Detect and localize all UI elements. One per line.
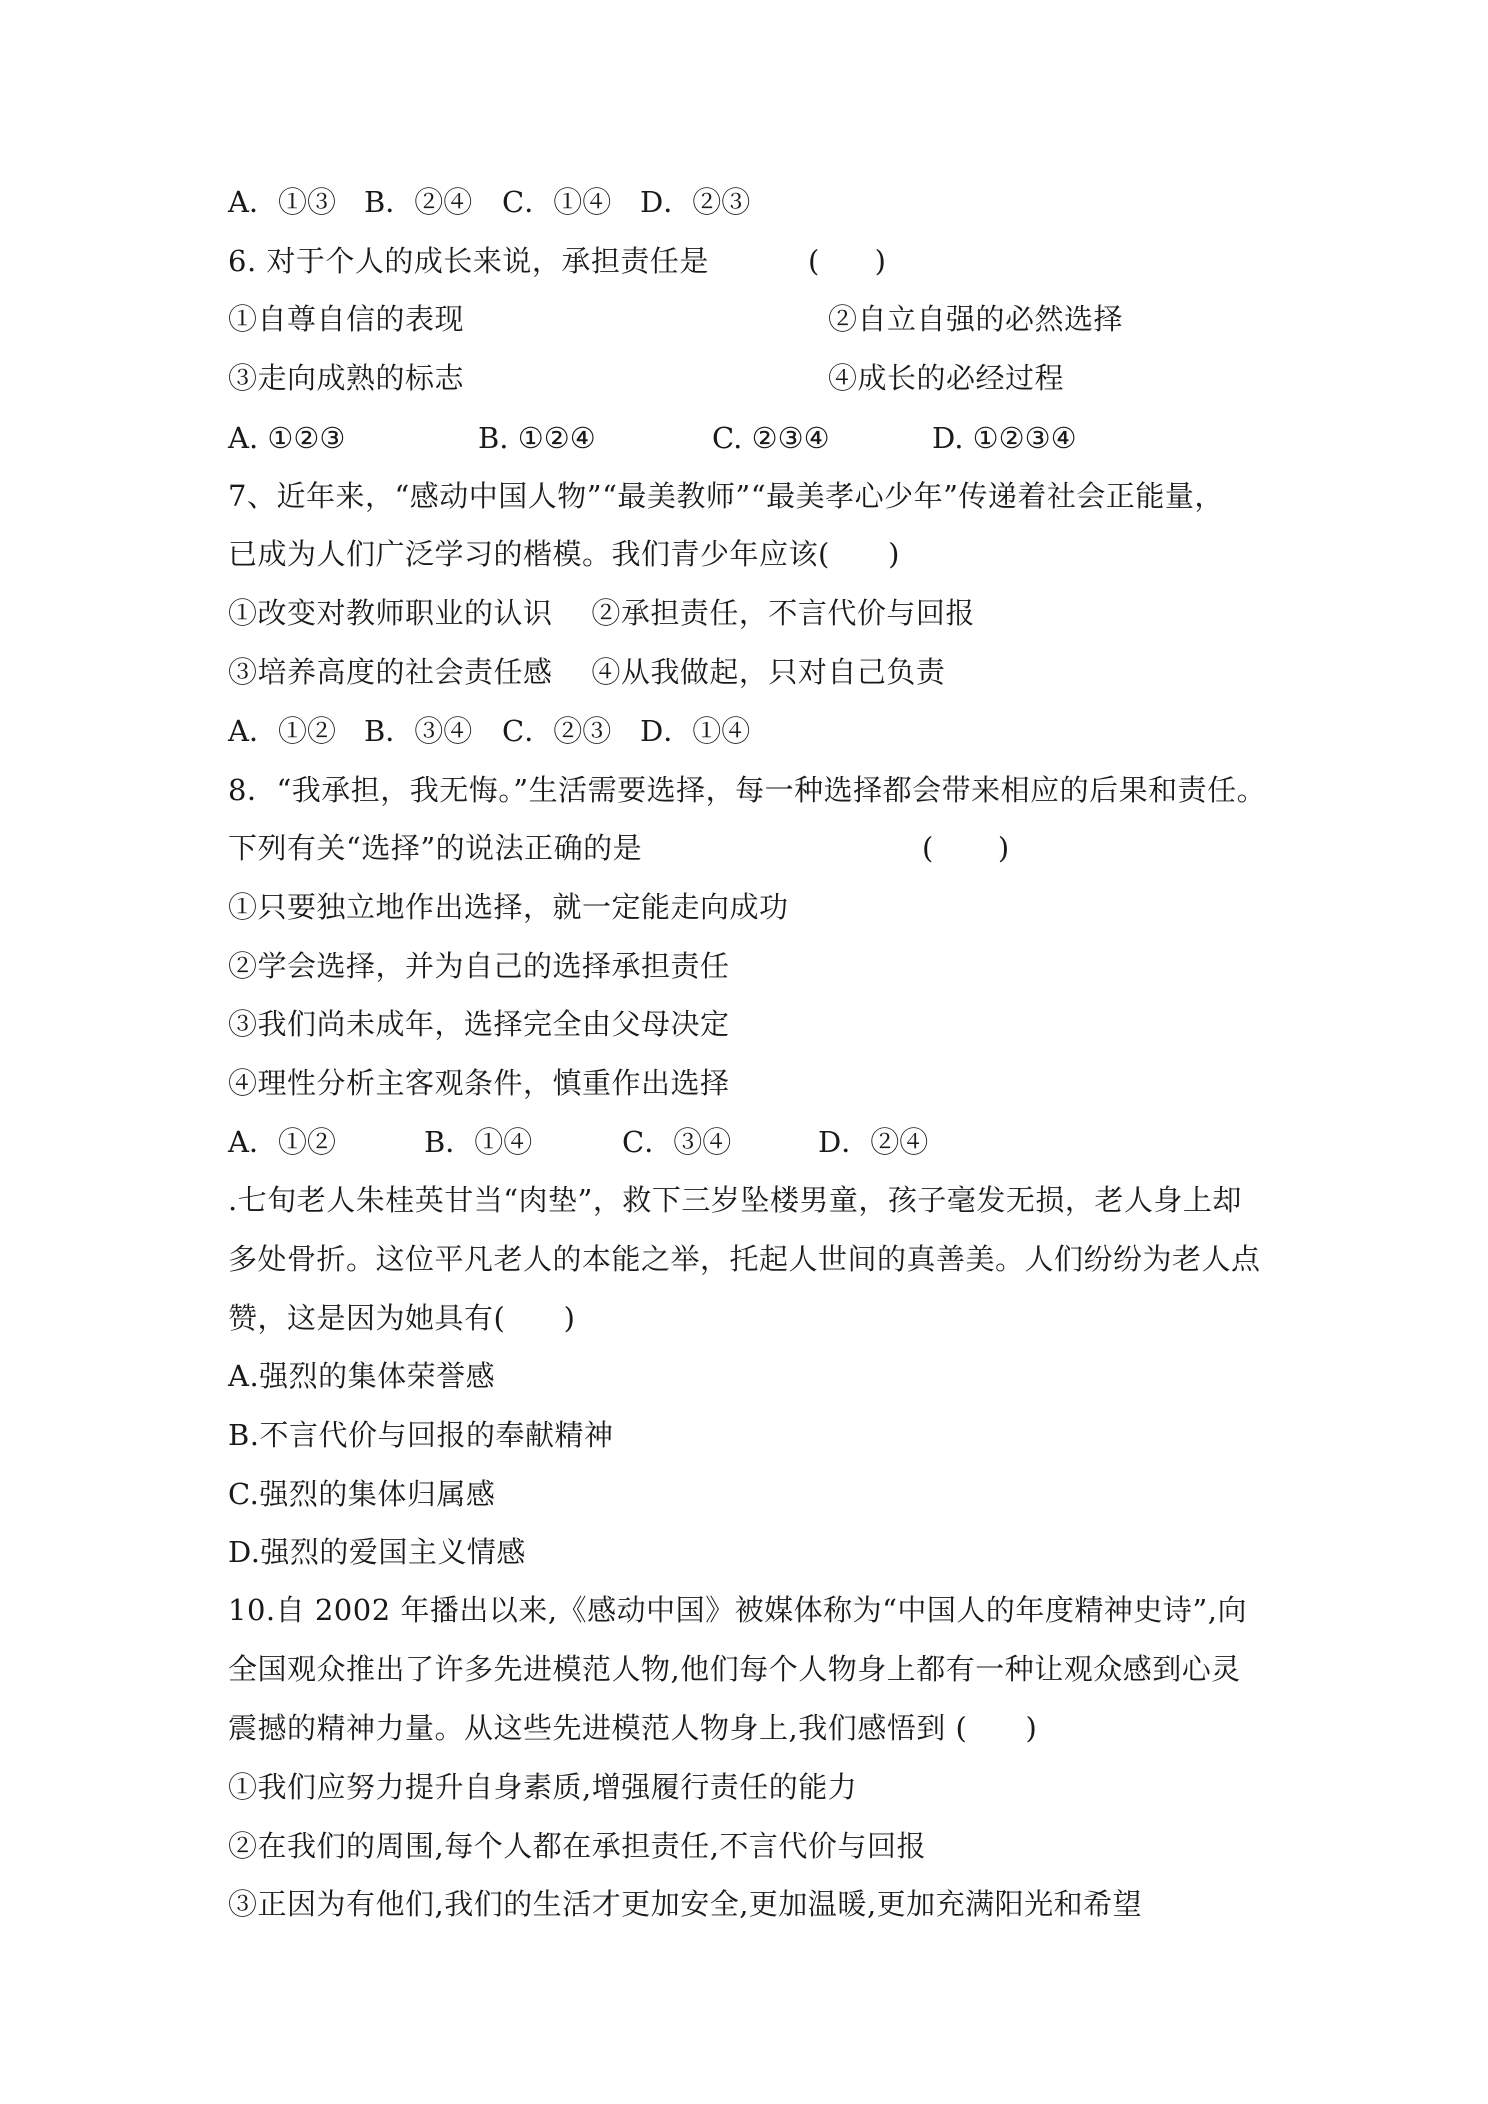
q8-item-4: ④理性分析主客观条件，慎重作出选择 xyxy=(228,1066,730,1100)
q8-item-3: ③我们尚未成年，选择完全由父母决定 xyxy=(228,1007,730,1041)
q8-option-d: D．②④ xyxy=(818,1125,929,1159)
q6-option-c: C. ②③④ xyxy=(712,421,830,455)
q6-option-a: A. ①②③ xyxy=(228,421,346,455)
q9-stem-line3: 赞，这是因为她具有( ) xyxy=(228,1301,576,1335)
q5-option-d: D．②③ xyxy=(640,185,751,219)
q8-answer-paren: ( ) xyxy=(922,831,1010,865)
q10-item-3: ③正因为有他们,我们的生活才更加安全,更加温暖,更加充满阳光和希望 xyxy=(228,1887,1143,1921)
q6-stem: 6. 对于个人的成长来说，承担责任是 xyxy=(228,244,709,278)
q6-option-b: B. ①②④ xyxy=(478,421,596,455)
q7-option-d: D．①④ xyxy=(640,714,751,748)
q10-item-2: ②在我们的周围,每个人都在承担责任,不言代价与回报 xyxy=(228,1829,926,1863)
q8-item-2: ②学会选择，并为自己的选择承担责任 xyxy=(228,949,730,983)
q9-stem-line1: .七旬老人朱桂英甘当“肉垫”，救下三岁坠楼男童，孩子毫发无损，老人身上却 xyxy=(228,1183,1242,1217)
q8-option-a: A．①② xyxy=(228,1125,336,1159)
q10-item-1: ①我们应努力提升自身素质,增强履行责任的能力 xyxy=(228,1770,858,1804)
q9-option-a: A.强烈的集体荣誉感 xyxy=(228,1359,496,1393)
q6-answer-paren: ( ) xyxy=(808,244,886,278)
q7-option-b: B．③④ xyxy=(364,714,473,748)
q5-option-b: B．②④ xyxy=(364,185,473,219)
q10-stem-line2: 全国观众推出了许多先进模范人物,他们每个人物身上都有一种让观众感到心灵 xyxy=(228,1652,1241,1686)
q9-option-c: C.强烈的集体归属感 xyxy=(228,1477,496,1511)
q9-stem-line2: 多处骨折。这位平凡老人的本能之举，托起人世间的真善美。人们纷纷为老人点 xyxy=(228,1242,1261,1276)
q8-item-1: ①只要独立地作出选择，就一定能走向成功 xyxy=(228,890,789,924)
q6-option-d: D. ①②③④ xyxy=(932,421,1077,455)
q7-items-line1: ①改变对教师职业的认识 ②承担责任，不言代价与回报 xyxy=(228,596,975,630)
q6-item-3: ③走向成熟的标志 xyxy=(228,361,465,395)
q7-option-a: A．①② xyxy=(228,714,336,748)
q9-option-b: B.不言代价与回报的奉献精神 xyxy=(228,1418,614,1452)
q6-item-1: ①自尊自信的表现 xyxy=(228,302,465,336)
q10-stem-line3: 震撼的精神力量。从这些先进模范人物身上,我们感悟到 ( ) xyxy=(228,1711,1038,1745)
q5-option-c: C．①④ xyxy=(502,185,612,219)
q8-stem-line1: 8．“我承担，我无悔。”生活需要选择，每一种选择都会带来相应的后果和责任。 xyxy=(228,773,1267,807)
q7-stem-line2: 已成为人们广泛学习的楷模。我们青少年应该( ) xyxy=(228,537,900,571)
q8-option-b: B．①④ xyxy=(424,1125,533,1159)
q6-item-2: ②自立自强的必然选择 xyxy=(828,302,1124,336)
q8-option-c: C．③④ xyxy=(622,1125,732,1159)
q6-item-4: ④成长的必经过程 xyxy=(828,361,1065,395)
q7-stem-line1: 7、近年来，“感动中国人物”“最美教师”“最美孝心少年”传递着社会正能量， xyxy=(228,479,1224,513)
q7-items-line2: ③培养高度的社会责任感 ④从我做起，只对自己负责 xyxy=(228,655,946,689)
q5-option-a: A．①③ xyxy=(228,185,336,219)
q9-option-d: D.强烈的爱国主义情感 xyxy=(228,1535,526,1569)
q7-option-c: C．②③ xyxy=(502,714,612,748)
q10-stem-line1: 10.自 2002 年播出以来,《感动中国》被媒体称为“中国人的年度精神史诗”,向 xyxy=(228,1593,1247,1627)
q8-stem-line2: 下列有关“选择”的说法正确的是 xyxy=(228,831,643,865)
